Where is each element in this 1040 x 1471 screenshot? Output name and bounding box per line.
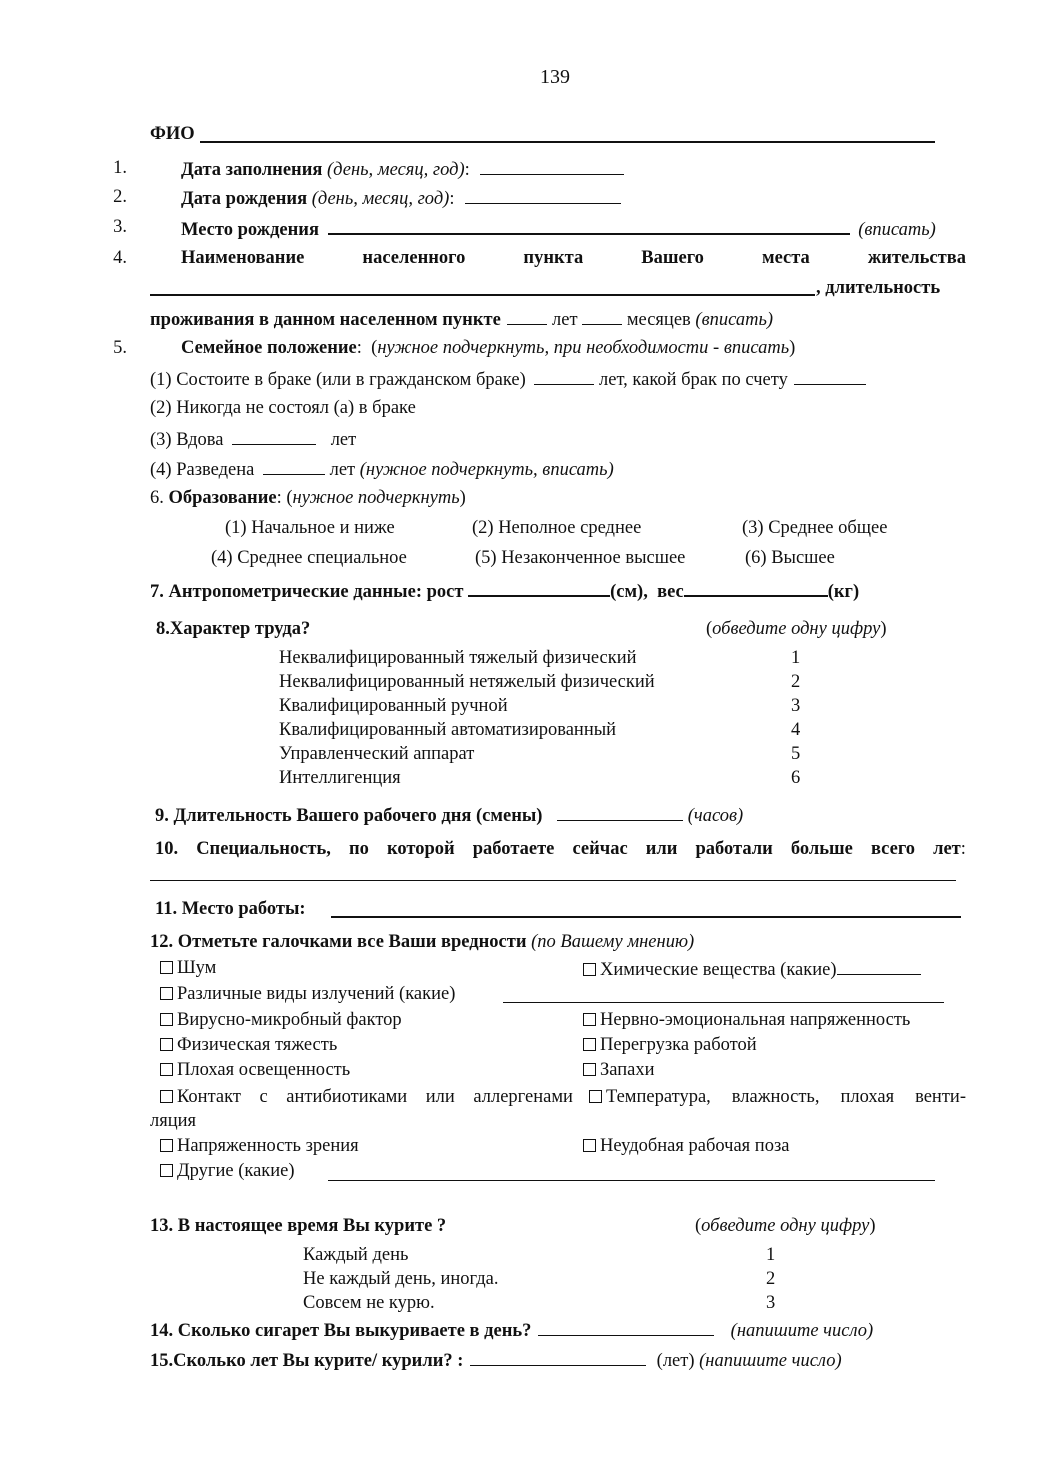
q12-item-smells[interactable] (583, 1059, 655, 1081)
q12-noise-label: Шум (177, 958, 217, 978)
q12-lighting-label: Плохая освещенность (177, 1060, 351, 1080)
q13-option[interactable]: Каждый день (303, 1245, 409, 1265)
q7-label: 7. Антропометрические данные: рост (150, 582, 464, 602)
checkbox-icon[interactable] (160, 1164, 173, 1177)
q13-label: 13. В настоящее время Вы курите ? (150, 1216, 447, 1236)
q1-hint: (день, месяц, год) (327, 160, 465, 180)
q12-fill-radiation[interactable] (503, 1002, 944, 1003)
q5-colon: : (356, 338, 362, 358)
q4-years-label: лет (552, 310, 578, 330)
q7-fill-weight[interactable] (684, 578, 828, 597)
q6-option[interactable]: (6) Высшее (745, 548, 835, 568)
q4-fill-years[interactable] (507, 307, 547, 325)
q12-item-eyes[interactable] (160, 1135, 359, 1157)
checkbox-icon[interactable] (583, 1139, 596, 1152)
q6-line: 6. Образование: (нужное подчеркнуть) (150, 488, 466, 508)
q12-temperature-word: венти- (915, 1087, 966, 1107)
q5-option-widow (150, 427, 356, 451)
q5-widow-years-label: лет (330, 430, 357, 450)
q14-label: 14. Сколько сигарет Вы выкуриваете в день? (150, 1321, 532, 1341)
q4-word: места (761, 248, 810, 268)
q12-posture-label: Неудобная рабочая поза (600, 1136, 790, 1156)
q12-item-nervous[interactable] (583, 1009, 910, 1031)
q14-line (150, 1318, 873, 1342)
q5-widow-label[interactable]: (3) Вдова (150, 430, 224, 450)
q4-line3 (150, 307, 773, 331)
q6-option[interactable]: (4) Среднее специальное (211, 548, 407, 568)
q5-hint: нужное подчеркнуть, при необходимости - вписать (377, 338, 790, 358)
q8-option[interactable]: Управленческий аппарат (279, 744, 475, 764)
q6-option[interactable]: (3) Среднее общее (742, 518, 888, 538)
q9-label: 9. Длительность Вашего рабочего дня (смены) (155, 806, 543, 826)
q8-code[interactable]: 4 (791, 720, 801, 740)
q7-line (150, 578, 859, 603)
q13-hint: обведите одну цифру (701, 1216, 870, 1236)
q12-hint: (по Вашему мнению) (531, 932, 695, 952)
checkbox-icon[interactable] (589, 1090, 602, 1103)
q5-fill-marriage-count[interactable] (794, 367, 866, 385)
q3-fill-place[interactable] (328, 216, 850, 235)
q3-hint: (вписать) (858, 220, 936, 240)
q10-word: больше (790, 839, 853, 859)
q6-label: Образование (168, 488, 277, 508)
q12-fill-chemicals[interactable] (837, 957, 921, 975)
q13-hint-wrap: (обведите одну цифру) (695, 1216, 876, 1236)
q8-option[interactable]: Квалифицированный автоматизированный (279, 720, 617, 740)
q12-other-label: Другие (какие) (177, 1161, 295, 1181)
q4-residence-label: проживания в данном населенном пункте (150, 310, 501, 330)
checkbox-icon[interactable] (160, 1063, 173, 1076)
q1-number: 1. (113, 158, 127, 178)
q14-hint: (напишите число) (730, 1321, 874, 1341)
q7-unit-cm: (см), (610, 582, 648, 602)
checkbox-icon[interactable] (160, 961, 173, 974)
q3-line (181, 216, 936, 241)
q8-option[interactable]: Неквалифицированный тяжелый физический (279, 648, 637, 668)
q2-hint: (день, месяц, год) (311, 189, 450, 209)
q4-months-label: месяцев (626, 310, 691, 330)
q6-option[interactable]: (1) Начальное и ниже (225, 518, 395, 538)
q10-word: которой (386, 839, 455, 859)
q10-word: по (349, 839, 369, 859)
q12-virus-label: Вирусно-микробный фактор (177, 1010, 402, 1030)
checkbox-icon[interactable] (583, 1038, 596, 1051)
q13-code[interactable]: 1 (766, 1245, 776, 1265)
q12-temperature-word: Температура, (606, 1087, 711, 1107)
q4-word: жительства (867, 248, 966, 268)
q8-code[interactable]: 1 (791, 648, 801, 668)
q13-code[interactable]: 3 (766, 1293, 776, 1313)
fio-label: ФИО (150, 124, 195, 144)
q10-word: всего (870, 839, 916, 859)
q10-word: работали (695, 839, 773, 859)
q12-temperature-word: плохая (840, 1087, 895, 1107)
q8-code[interactable]: 5 (791, 744, 801, 764)
checkbox-icon[interactable] (160, 987, 173, 1000)
q10-word (933, 838, 966, 860)
q12-item-overload[interactable] (583, 1034, 757, 1056)
q5-line: Семейное положение: (нужное подчеркнуть, при необходимости - вписать) (181, 338, 796, 358)
q4-fill-months[interactable] (582, 307, 622, 325)
q12-physical-label: Физическая тяжесть (177, 1035, 338, 1055)
q5-divorced-label[interactable]: (4) Разведена (150, 460, 255, 480)
q5-married-label[interactable]: (1) Состоите в браке (или в гражданском браке) (150, 370, 526, 390)
q8-option[interactable]: Неквалифицированный нетяжелый физический (279, 672, 655, 692)
q12-item-chemicals[interactable] (583, 957, 921, 981)
q10-last-word: лет (933, 839, 961, 859)
q2-label: Дата рождения (181, 189, 308, 209)
q12-header (150, 931, 694, 953)
q12-chemicals-label: Химические вещества (какие) (600, 960, 837, 980)
q4-fill-settlement[interactable] (150, 294, 815, 296)
q5-number: 5. (113, 338, 127, 358)
q8-option[interactable]: Квалифицированный ручной (279, 696, 508, 716)
q4-hint: (вписать) (695, 310, 774, 330)
q1-label: Дата заполнения (181, 160, 323, 180)
q12-antibiotics-word: с (259, 1087, 268, 1107)
q12-item-physical[interactable] (160, 1034, 337, 1056)
checkbox-icon[interactable] (583, 1063, 596, 1076)
q5-option-divorced (150, 457, 614, 481)
q2-fill-date[interactable] (465, 186, 621, 204)
q12-eyes-label: Напряженность зрения (177, 1136, 359, 1156)
q5-fill-divorced-years[interactable] (263, 457, 325, 475)
checkbox-icon[interactable] (583, 1013, 596, 1026)
q6-option[interactable]: (2) Неполное среднее (472, 518, 642, 538)
checkbox-icon[interactable] (160, 1013, 173, 1026)
q8-option[interactable]: Интеллигенция (279, 768, 401, 788)
q12-antibiotics-word: Контакт (177, 1087, 241, 1107)
q12-fill-other[interactable] (328, 1180, 935, 1181)
q4-number: 4. (113, 248, 127, 268)
q3-number: 3. (113, 217, 127, 237)
q12-temperature-word: влажность, (731, 1087, 820, 1107)
q6-prefix: 6. (150, 488, 164, 508)
q12-smells-label: Запахи (600, 1060, 655, 1080)
q10-word: работаете (472, 839, 555, 859)
q10-fill-specialty[interactable] (150, 880, 956, 881)
q5-option-never[interactable]: (2) Никогда не состоял (а) в браке (150, 398, 416, 418)
q12-temperature-cont: ляция (150, 1111, 197, 1131)
q4-word: населенного (362, 248, 466, 268)
q15-fill-years[interactable] (470, 1348, 646, 1366)
q12-overload-label: Перегрузка работой (600, 1035, 757, 1055)
q15-unit: (лет) (656, 1351, 695, 1371)
q15-label: 15.Сколько лет Вы курите/ курили? : (150, 1351, 464, 1371)
q8-hint-wrap: (обведите одну цифру) (706, 619, 887, 639)
q12-item-virus[interactable] (160, 1009, 402, 1031)
checkbox-icon[interactable] (583, 963, 596, 976)
q4-line1 (181, 247, 966, 269)
q5-label: Семейное положение (181, 338, 357, 358)
q6-option[interactable]: (5) Незаконченное высшее (475, 548, 686, 568)
q12-item-antibiotics[interactable] (160, 1086, 573, 1108)
q2-colon: : (449, 189, 455, 209)
q4-word: Вашего (641, 248, 704, 268)
q13-option[interactable]: Совсем не курю. (303, 1293, 435, 1313)
q10-colon: : (960, 839, 966, 859)
q11-fill-workplace[interactable] (331, 916, 961, 918)
q9-hint: (часов) (687, 806, 744, 826)
q1-fill-date[interactable] (480, 157, 624, 175)
q5-married-years-label: лет, какой брак по счету (599, 370, 788, 390)
q7-fill-height[interactable] (468, 578, 610, 597)
q12-antibiotics-word: или (425, 1087, 455, 1107)
q12-label: 12. Отметьте галочками все Ваши вредности (150, 932, 527, 952)
q11-label: 11. Место работы: (155, 899, 306, 919)
q1-line (181, 157, 624, 181)
q6-colon: : (276, 488, 282, 508)
checkbox-icon[interactable] (160, 1090, 173, 1103)
q12-item-posture[interactable] (583, 1135, 789, 1157)
q12-radiation-label: Различные виды излучений (какие) (177, 984, 456, 1004)
q12-item-other[interactable] (160, 1160, 295, 1182)
q8-code[interactable]: 6 (791, 768, 801, 788)
q12-nervous-label: Нервно-эмоциональная напряженность (600, 1010, 911, 1030)
q3-label: Место рождения (181, 220, 319, 240)
q10-word: сейчас (572, 839, 628, 859)
page-number: 139 (540, 66, 570, 88)
q5-fill-widow-years[interactable] (232, 427, 316, 445)
q5-option-married (150, 367, 866, 391)
q4-word: пункта (523, 248, 584, 268)
q8-hint: обведите одну цифру (712, 619, 881, 639)
q9-fill-hours[interactable] (557, 803, 683, 821)
q10-word: или (645, 839, 678, 859)
fio-field[interactable] (200, 141, 935, 143)
q4-word: Наименование (181, 248, 305, 268)
q10-line (155, 838, 966, 860)
q10-word: Специальность, (196, 839, 331, 859)
q8-label: 8.Характер труда? (156, 619, 311, 639)
q12-item-lighting[interactable] (160, 1059, 350, 1081)
q12-antibiotics-word: антибиотиками (286, 1087, 408, 1107)
q7-weight-label: вес (657, 582, 684, 602)
q5-divorced-years-label: лет (329, 460, 356, 480)
q8-code[interactable]: 3 (791, 696, 801, 716)
q6-hint: нужное подчеркнуть (292, 488, 460, 508)
q12-antibiotics-word: аллергенами (473, 1087, 573, 1107)
q2-number: 2. (113, 187, 127, 207)
q7-unit-kg: (кг) (827, 582, 860, 602)
q12-item-temperature[interactable] (589, 1086, 966, 1108)
q13-code[interactable]: 2 (766, 1269, 776, 1289)
q13-option[interactable]: Не каждый день, иногда. (303, 1269, 499, 1289)
q5-fill-married-years[interactable] (534, 367, 594, 385)
checkbox-icon[interactable] (160, 1038, 173, 1051)
q10-word: 10. (155, 839, 179, 859)
q9-line (155, 803, 743, 827)
q12-item-radiation[interactable] (160, 983, 455, 1005)
q14-fill-cigarettes[interactable] (538, 1318, 714, 1336)
q12-item-noise[interactable] (160, 957, 216, 979)
q15-line (150, 1348, 842, 1372)
checkbox-icon[interactable] (160, 1139, 173, 1152)
q4-line2-tail: , длительность (816, 278, 941, 298)
q5-divorced-hint: (нужное подчеркнуть, вписать) (359, 460, 614, 480)
q15-hint: (напишите число) (699, 1351, 842, 1371)
q1-colon: : (464, 160, 470, 180)
q2-line (181, 186, 621, 210)
q8-code[interactable]: 2 (791, 672, 801, 692)
